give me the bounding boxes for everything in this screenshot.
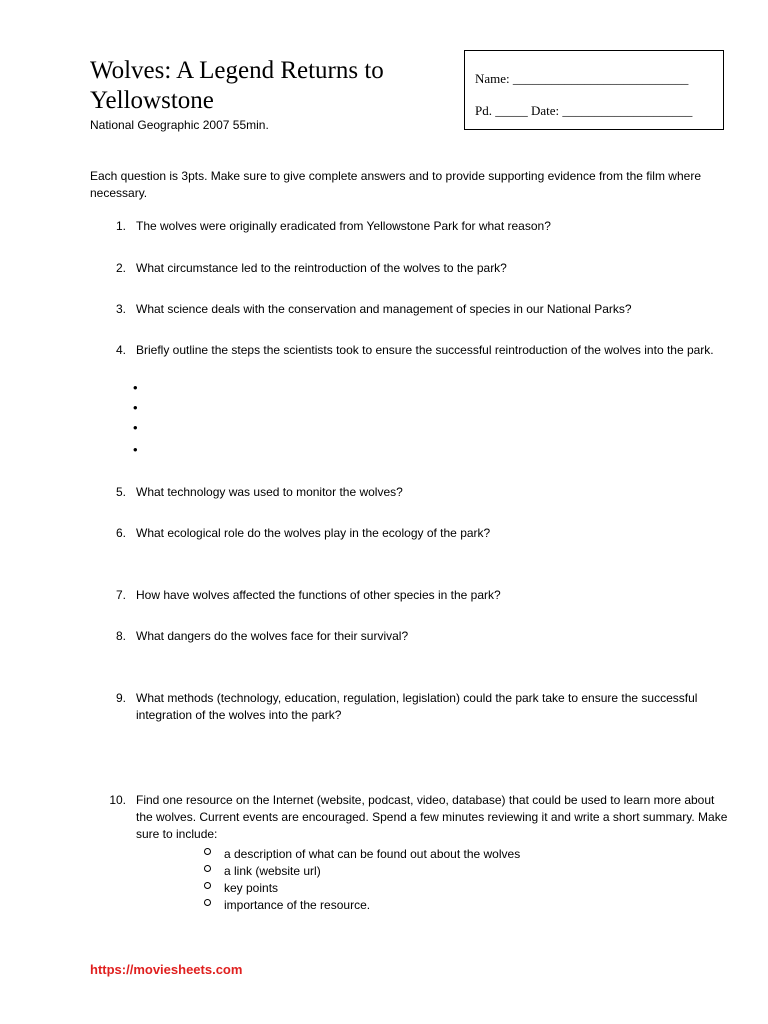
question-text: The wolves were originally eradicated from Yellowstone Park for what reason?: [136, 219, 551, 233]
requirement-item: importance of the resource.: [204, 897, 370, 914]
question-text: What dangers do the wolves face for their survival?: [136, 629, 409, 643]
question-number: 5.: [115, 485, 126, 499]
requirement-item: key points: [204, 880, 278, 897]
question-5: [90, 484, 730, 501]
bullet: •: [133, 420, 138, 435]
question-number: 8.: [115, 629, 126, 643]
question-number: 3.: [115, 302, 126, 316]
question-number: 4.: [115, 343, 126, 357]
name-box: [464, 50, 724, 130]
question-8: [90, 628, 730, 645]
question-number: 10.: [109, 793, 126, 807]
question-text: How have wolves affected the functions of other species in the park?: [136, 588, 501, 602]
requirement-item: a description of what can be found out about the wolves: [204, 846, 520, 863]
bullet: •: [133, 400, 138, 415]
period-date-field: Pd. _____ Date: ____________________: [475, 103, 693, 118]
circle-bullet-icon: [204, 882, 211, 889]
circle-bullet-icon: [204, 899, 211, 906]
worksheet-subtitle: National Geographic 2007 55min.: [90, 118, 269, 132]
question-text: Briefly outline the steps the scientists took to ensure the successful reintroduction of the wolves into the park.: [136, 343, 714, 357]
bullet: •: [133, 380, 138, 395]
question-text: What technology was used to monitor the wolves?: [136, 485, 403, 499]
footer-link[interactable]: https://moviesheets.com: [90, 962, 243, 977]
bullet: •: [133, 442, 138, 457]
question-7: [90, 587, 730, 604]
question-6: [90, 525, 730, 542]
name-field: Name: ___________________________: [475, 71, 689, 86]
question-4: [90, 342, 730, 359]
question-number: 7.: [115, 588, 126, 602]
question-text: What circumstance led to the reintroduction of the wolves to the park?: [136, 261, 507, 275]
question-text: What ecological role do the wolves play in the ecology of the park?: [136, 526, 491, 540]
worksheet-title: Wolves: A Legend Returns to Yellowstone: [90, 57, 384, 114]
question-10: [90, 792, 730, 843]
requirement-item: a link (website url): [204, 863, 321, 880]
question-number: 9.: [115, 691, 126, 705]
question-text: Find one resource on the Internet (website, podcast, video, database) that could be used to learn more about the wolves. Current events are encouraged. Spend a few minutes reviewing it and write a short summary. Make sure to include:: [136, 793, 728, 841]
question-1: [90, 218, 730, 235]
circle-bullet-icon: [204, 865, 211, 872]
question-number: 2.: [115, 261, 126, 275]
question-text: What science deals with the conservation and management of species in our National Parks?: [136, 302, 632, 316]
question-3: [90, 301, 730, 318]
question-2: [90, 260, 730, 277]
question-text: What methods (technology, education, regulation, legislation) could the park take to ensure the successful integration of the wolves into the park?: [136, 691, 698, 722]
question-number: 6.: [115, 526, 126, 540]
question-9: [90, 690, 730, 724]
question-number: 1.: [115, 219, 126, 233]
circle-bullet-icon: [204, 848, 211, 855]
instructions: Each question is 3pts. Make sure to give complete answers and to provide supporting evidence from the film where necessary.: [90, 169, 701, 200]
